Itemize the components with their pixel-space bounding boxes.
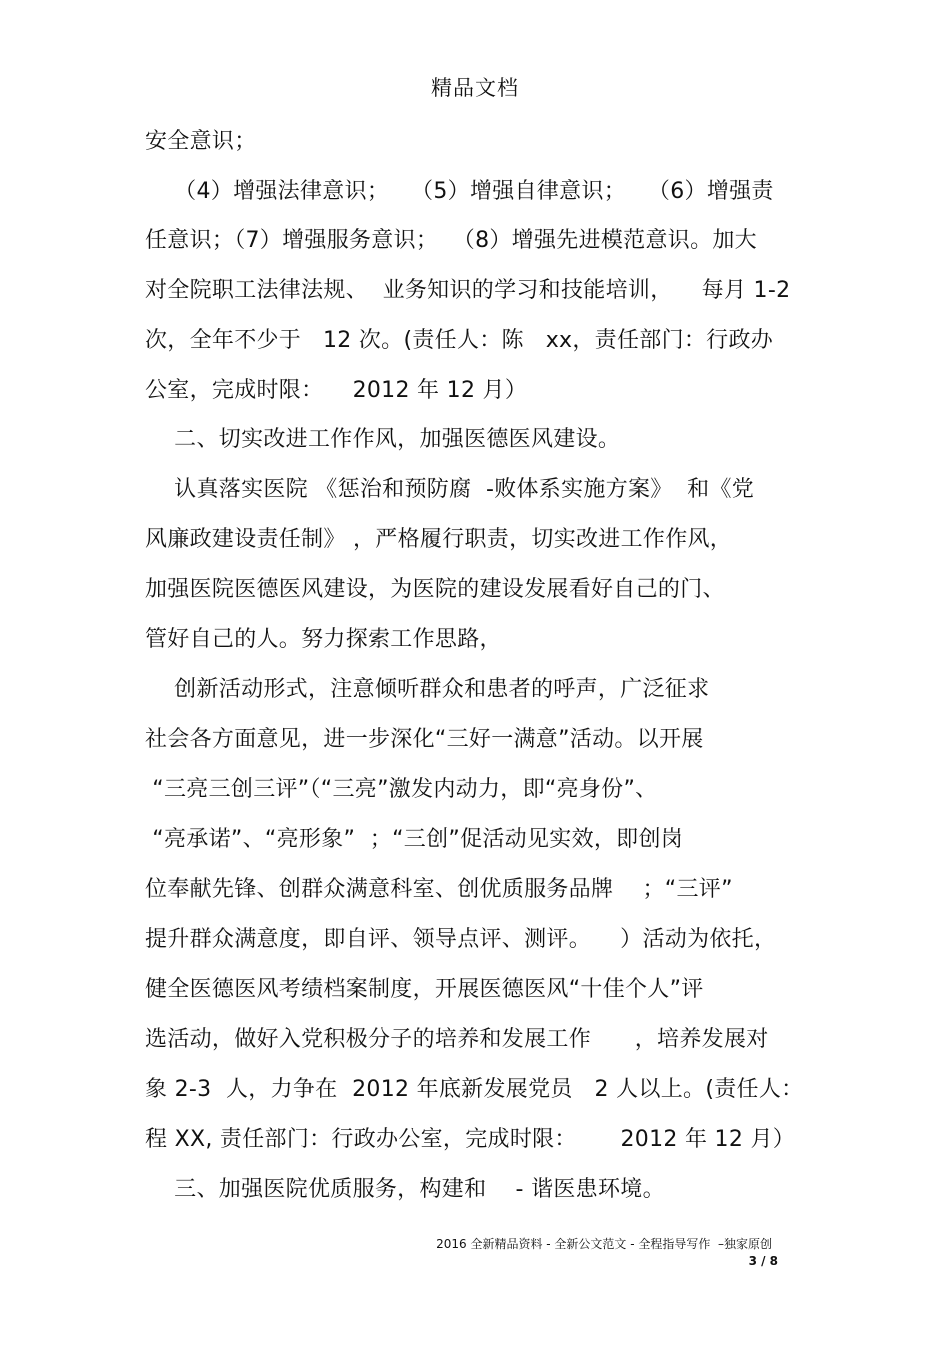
body-line: 风廉政建设责任制》 ，严格履行职责，切实改进工作作风， bbox=[145, 527, 733, 552]
body-line: 任意识；（7）增强服务意识； （8）增强先进模范意识。加大 bbox=[145, 228, 757, 253]
page-footer-text: 2016 全新精品资料 - 全新公文范文 - 全程指导写作 –独家原创 bbox=[436, 1237, 772, 1251]
body-line: 管好自己的人。努力探索工作思路， bbox=[145, 627, 502, 652]
body-line: 次，全年不少于 12 次。(责任人：陈 xx，责任部门：行政办 bbox=[145, 328, 774, 353]
body-line: 象 2-3 人，力争在 2012 年底新发展党员 2 人以上。(责任人： bbox=[145, 1077, 804, 1102]
body-line: 程 XX, 责任部门：行政办公室，完成时限： 2012 年 12 月） bbox=[145, 1127, 796, 1152]
body-line: “亮承诺”、“亮形象” ；“三创”促活动见实效，即创岗 bbox=[145, 827, 684, 852]
body-line: 健全医德医风考绩档案制度，开展医德医风“十佳个人”评 bbox=[145, 977, 704, 1002]
body-line: 社会各方面意见，进一步深化“三好一满意”活动。以开展 bbox=[145, 727, 704, 752]
body-line: 公室，完成时限： 2012 年 12 月） bbox=[145, 378, 528, 403]
body-line: 对全院职工法律法规、 业务知识的学习和技能培训， 每月 1-2 bbox=[145, 278, 791, 303]
body-line: 选活动，做好入党积极分子的培养和发展工作 ，培养发展对 bbox=[145, 1027, 769, 1052]
body-line: 加强医院医德医风建设，为医院的建设发展看好自己的门、 bbox=[145, 577, 725, 602]
body-line: 三、加强医院优质服务，构建和 - 谐医患环境。 bbox=[145, 1177, 665, 1202]
body-line: 认真落实医院 《惩治和预防腐 -败体系实施方案》 和《党 bbox=[145, 477, 755, 502]
body-line: 创新活动形式，注意倾听群众和患者的呼声，广泛征求 bbox=[145, 677, 710, 702]
page-header-title: 精品文档 bbox=[431, 76, 519, 100]
body-line: （4）增强法律意识； （5）增强自律意识； （6）增强责 bbox=[145, 179, 774, 204]
page-number: 3 / 8 bbox=[748, 1254, 778, 1268]
body-line: 提升群众满意度，即自评、领导点评、测评。 ）活动为依托， bbox=[145, 927, 777, 952]
body-line: 安全意识； bbox=[145, 129, 257, 154]
body-line: 位奉献先锋、创群众满意科室、创优质服务品牌 ；“三评” bbox=[145, 877, 733, 902]
body-line: “三亮三创三评”（“三亮”激发内动力，即“亮身份”、 bbox=[145, 777, 658, 802]
body-line: 二、切实改进工作作风，加强医德医风建设。 bbox=[145, 427, 621, 452]
